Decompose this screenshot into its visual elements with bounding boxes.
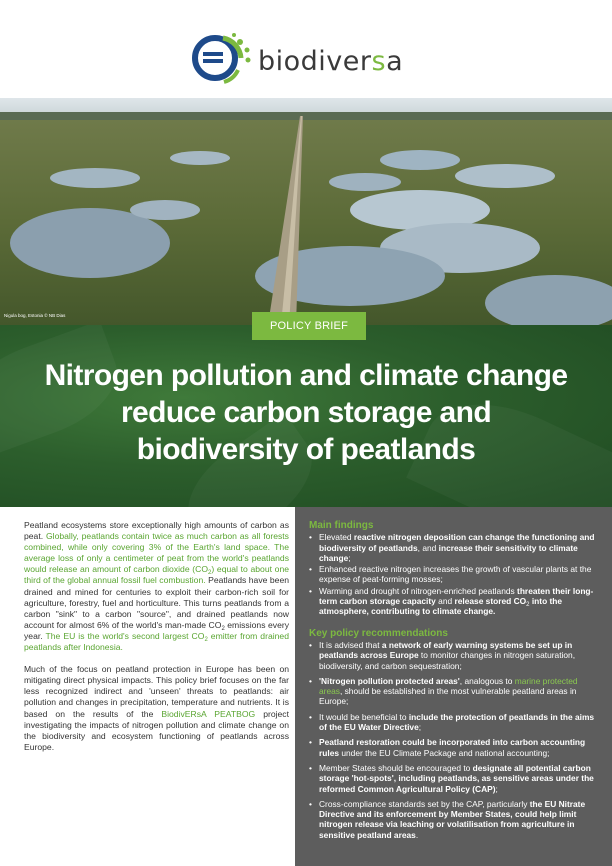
list-item: • Peatland restoration could be incorporated into carbon accounting rules under the EU Climate Package and national accounting; — [309, 737, 602, 758]
list-item: • Member States should be encouraged to designate all potential carbon storage 'hot-spots', including peatlands, as sensitive areas under the reformed Common Agricultural Policy (CAP); — [309, 763, 602, 794]
page-title: Nitrogen pollution and climate change reduce carbon storage and biodiversity of peatlands — [44, 359, 568, 466]
list-item: • Enhanced reactive nitrogen increases the growth of vascular plants at the expense of peat-forming mosses; — [309, 564, 602, 585]
marine-protected-areas-link[interactable]: marine protected areas — [319, 675, 578, 697]
list-item: • Warming and drought of nitrogen-enriched peatlands threaten their long-term carbon storage capacity and release stored $CO_2$ into the atmosphere, contributing to climate change. — [309, 586, 602, 617]
photo-caption: Nigula bog, Estonia © NB Dias — [4, 313, 66, 318]
recommendations-list — [309, 640, 602, 840]
logo-euro-icon — [203, 54, 223, 61]
list-item: • 'Nitrogen pollution protected areas', analogous to marine protected areas, should be established in the most vulnerable peatland areas in Europe; — [309, 676, 602, 707]
main-findings-list — [309, 532, 602, 616]
peatbog-project-link[interactable]: BiodivERsA PEATBOG — [161, 708, 256, 719]
logo-circle-icon — [195, 38, 235, 78]
intro-paragraph-1: Peatland ecosystems store exceptionally high amounts of carbon as peat. Globally, peatlands contain twice as much carbon as all forests combined, while only covering 3% of the Earth's land space. The average loss of only a centimeter of peat from the world's peatlands would release an amount of carbon dioxide $(CO_2)$ equal to about one third of the global annual fossil fuel combustion. Peatlands have been drained and mined for centuries to exploit their carbon-rich soil for agriculture, forestry, fuel and horticulture. This turns peatlands from a carbon "sink" to a carbon "source", and drained peatlands now account for almost 6% of the world's man-made $CO_2$ emissions every year. The EU is the world's second largest $CO_2$ emitter from drained peatlands after Indonesia. — [24, 520, 290, 653]
list-item: • Elevated reactive nitrogen deposition can change the functioning and biodiversity of peatlands, and increase their sensitivity to climate change; — [309, 532, 602, 563]
list-item: • It would be beneficial to include the protection of peatlands in the aims of the EU Water Directive; — [309, 712, 602, 733]
intro-paragraph-2: Much of the focus on peatland protection in Europe has been on mitigating direct physical impacts. This policy brief focuses on the far less recognized indirect and 'unseen' threats to peatlands: air pollution and changes in precipitation, temperature and nutrients. It is based on the results of the BiodivERsA PEATBOG project investigating the impacts of nitrogen pollution and climate change on the biodiversity and ecosystem functioning of peatlands across Europe. — [24, 664, 289, 752]
peatland-photo — [0, 98, 612, 325]
list-item: • Cross-compliance standards set by the CAP, particularly the EU Nitrate Directive and its enforcement by Member States, could help limit nitrogen release via leaching or volatilisation from agriculture in sensitive peatland areas. — [309, 799, 602, 840]
list-item: • It is advised that a network of early warning systems be set up in peatlands across Europe to monitor changes in nitrogen saturation, biodiversity, and carbon sequestration; — [309, 640, 602, 671]
page-header — [0, 0, 612, 98]
logo-wordmark: biodiversa — [258, 46, 404, 77]
policy-brief-badge: POLICY BRIEF — [252, 312, 366, 340]
main-findings-heading: Main findings — [309, 520, 374, 531]
findings-panel — [295, 507, 612, 866]
recommendations-heading: Key policy recommendations — [309, 627, 448, 639]
intro-text — [24, 520, 289, 764]
